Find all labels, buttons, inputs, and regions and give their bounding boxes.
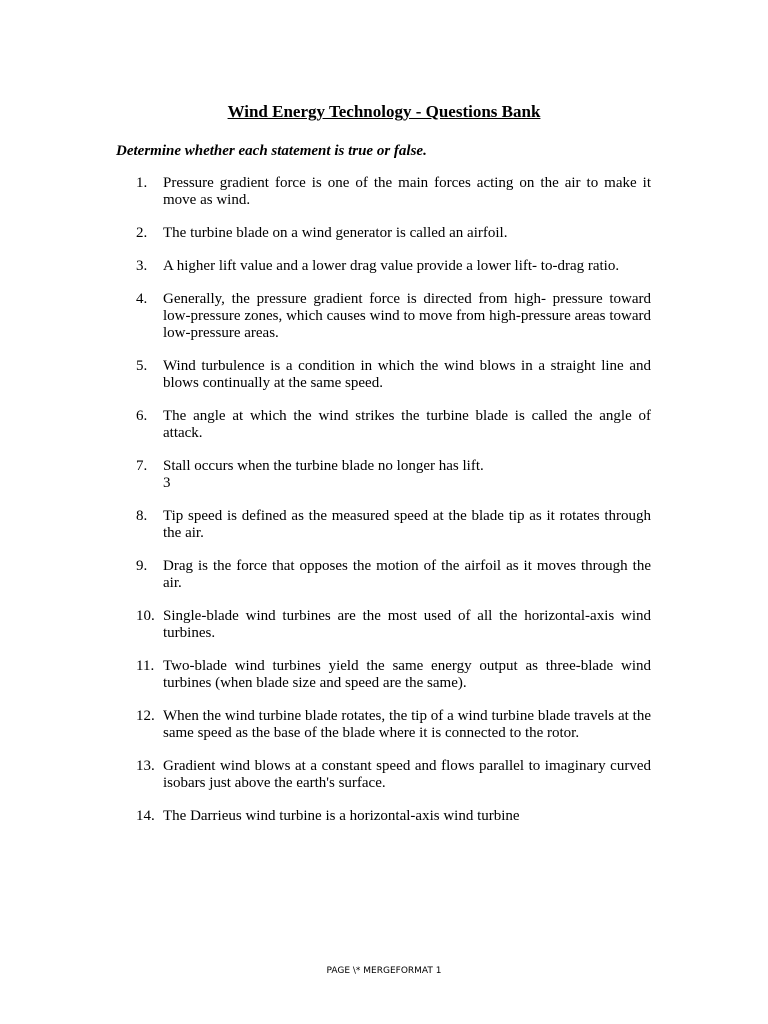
question-text: Pressure gradient force is one of the main forces acting on the air to make it move as wind. xyxy=(163,175,651,208)
question-item xyxy=(136,608,651,642)
page-title: Wind Energy Technology - Questions Bank xyxy=(227,102,541,121)
question-text: The turbine blade on a wind generator is called an airfoil. xyxy=(163,225,508,241)
question-text: Single-blade wind turbines are the most used of all the horizontal-axis wind turbines. xyxy=(163,608,651,641)
question-text: Wind turbulence is a condition in which the wind blows in a straight line and blows continually at the same speed. xyxy=(163,358,651,391)
question-item xyxy=(136,291,651,342)
question-number: 3. xyxy=(136,258,148,274)
question-item xyxy=(136,258,651,275)
question-text: When the wind turbine blade rotates, the tip of a wind turbine blade travels at the same speed as the base of the blade where it is connected to the rotor. xyxy=(163,708,651,741)
question-item xyxy=(136,175,651,209)
stray-number: 3 xyxy=(163,475,171,491)
question-text: Tip speed is defined as the measured speed at the blade tip as it rotates through the air. xyxy=(163,508,651,541)
question-item xyxy=(136,508,651,542)
question-item xyxy=(136,225,651,242)
question-number: 12. xyxy=(136,708,155,724)
question-text: The angle at which the wind strikes the turbine blade is called the angle of attack. xyxy=(163,408,651,441)
question-number: 14. xyxy=(136,808,155,824)
page-footer: PAGE \* MERGEFORMAT 1 xyxy=(326,966,442,976)
question-text: Drag is the force that opposes the motion of the airfoil as it moves through the air. xyxy=(163,558,651,591)
question-number: 7. xyxy=(136,458,148,474)
question-item xyxy=(136,658,651,692)
question-text: Gradient wind blows at a constant speed and flows parallel to imaginary curved isobars just above the earth's surface. xyxy=(163,758,651,791)
question-number: 9. xyxy=(136,558,148,574)
question-item xyxy=(136,808,651,825)
instruction-text: Determine whether each statement is true or false. xyxy=(116,143,427,159)
question-number: 11. xyxy=(136,658,155,674)
question-number: 6. xyxy=(136,408,148,424)
question-text: Stall occurs when the turbine blade no longer has lift. xyxy=(163,458,484,474)
question-number: 10. xyxy=(136,608,155,624)
question-number: 5. xyxy=(136,358,148,374)
question-number: 13. xyxy=(136,758,155,774)
question-number: 8. xyxy=(136,508,148,524)
question-item xyxy=(136,558,651,592)
question-number: 2. xyxy=(136,225,148,241)
question-text: Generally, the pressure gradient force is directed from high- pressure toward low-pressure zones, which causes wind to move from high-pressure areas toward low-pressure areas. xyxy=(163,291,651,341)
question-text: A higher lift value and a lower drag value provide a lower lift- to-drag ratio. xyxy=(163,258,620,274)
question-number: 4. xyxy=(136,291,148,307)
question-text: The Darrieus wind turbine is a horizontal-axis wind turbine xyxy=(163,808,520,824)
question-item xyxy=(136,758,651,792)
question-item xyxy=(136,358,651,392)
question-item xyxy=(136,458,651,492)
question-text: Two-blade wind turbines yield the same energy output as three-blade wind turbines (when blade size and speed are the same). xyxy=(163,658,651,691)
question-item xyxy=(136,408,651,442)
question-list xyxy=(136,175,651,841)
question-item xyxy=(136,708,651,742)
question-number: 1. xyxy=(136,175,148,191)
